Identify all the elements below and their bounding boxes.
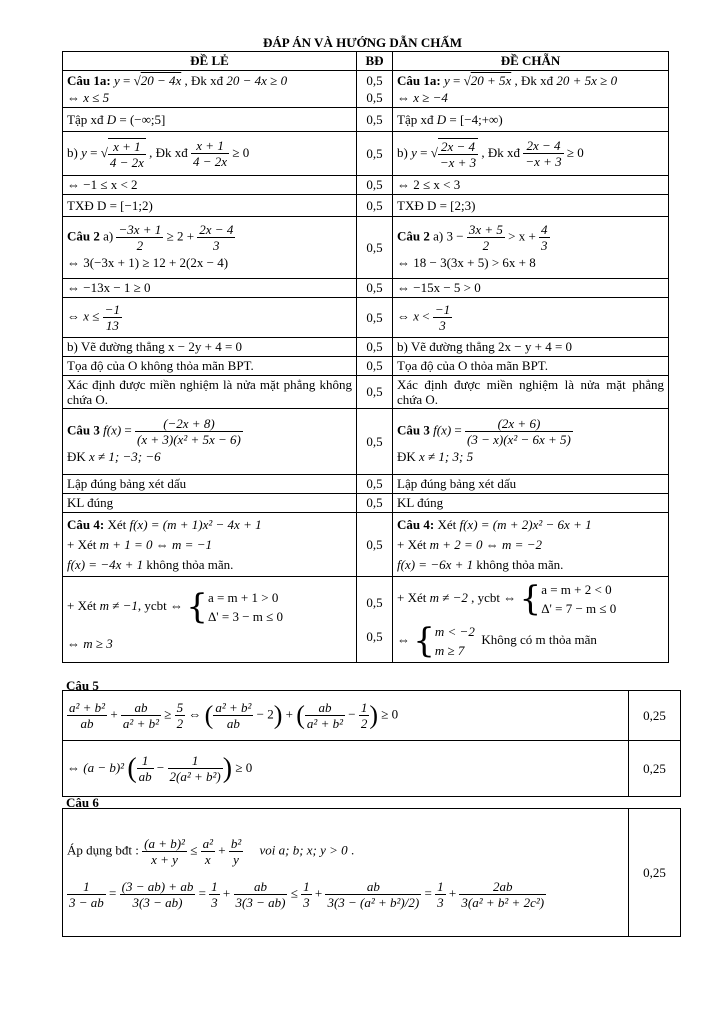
header-points: BĐ: [357, 52, 393, 71]
row-left: Lập đúng bảng xét dấu: [63, 475, 357, 494]
q6-points: 0,25: [629, 809, 681, 937]
row-left: ⇔ −13x − 1 ≥ 0: [63, 279, 357, 298]
row-points: 0,5: [357, 195, 393, 217]
table-row: [63, 475, 669, 494]
table-row: [63, 376, 669, 409]
table-row: [63, 409, 669, 475]
table-row: [63, 691, 681, 741]
q6-body: Áp dụng bđt : $\frac{\text{(a + b)²}}{x + y}$ ≤ $\frac{\text{a²}}{x}$ + $\frac{\text{b²}}{y}$ voi a; b; x; y > 0 . $\frac{1}{3 - ab}$ = $\frac{(3 - ab) + ab}{3(3 - ab)}$ = $\frac{1}{3}$ + $\frac{ab}{3(3 - ab)}$ ≤ $\frac{1}{3}$ + $\frac{ab}{\text{3(3 − (a² + b²)/2)}}$ = $\frac{1}{3}$ + $\frac{2ab}{\text{3(a² + b² + 2c²)}}$: [63, 809, 629, 937]
table-row: [63, 513, 669, 577]
row-points: 0,5: [357, 298, 393, 338]
row-left: Câu 1a: y = √20 − 4x , Đk xđ 20 − 4x ≥ 0 ⇔ x ≤ 5: [63, 71, 357, 108]
row-points: 0,5: [357, 338, 393, 357]
table-row: [63, 132, 669, 176]
table-row: [63, 176, 669, 195]
q5-label: Câu 5: [66, 678, 99, 693]
row-right: Tọa độ của O thỏa mãn BPT.: [393, 357, 669, 376]
row-right: ⇔ −15x − 5 > 0: [393, 279, 669, 298]
row-points: 0,5: [357, 279, 393, 298]
row-left: KL đúng: [63, 494, 357, 513]
table-row: [63, 577, 669, 663]
row-points: 0,5: [357, 494, 393, 513]
row-right: ⇔ 2 ≤ x < 3: [393, 176, 669, 195]
table-row: [63, 108, 669, 132]
q5-table: [62, 690, 681, 797]
row-right: b) y = √ $\frac{2x - 4}{-x + 3}$ , Đk xđ $\frac{2x - 4}{-x + 3}$ ≥ 0: [393, 132, 669, 176]
row-right: KL đúng: [393, 494, 669, 513]
row-points: 0,5: [357, 376, 393, 409]
table-header-row: [63, 52, 669, 71]
row-right: Câu 3 f(x) = $\frac{(2x + 6)}{\text{(3 − x)(x² − 6x + 5)}}$ ĐK x ≠ 1; 3; 5: [393, 409, 669, 475]
row-points: 0,5: [357, 409, 393, 475]
table-row: [63, 809, 681, 937]
row-left: Tọa độ của O không thỏa mãn BPT.: [63, 357, 357, 376]
q6-table: [62, 808, 681, 937]
row-right: b) Vẽ đường thẳng 2x − y + 4 = 0: [393, 338, 669, 357]
table-row: [63, 71, 669, 108]
page-title: ĐÁP ÁN VÀ HƯỚNG DẪN CHẤM: [263, 35, 462, 50]
row-points: 0,5 0,5: [357, 577, 393, 663]
q5-points-1: 0,25: [629, 691, 681, 741]
row-right: + Xét m ≠ −2 , ycbt ⇔ {a = m + 2 < 0 Δ' = 7 − m ≤ 0 ⇔ {m < −2 m ≥ 7 Không có m thỏa mãn: [393, 577, 669, 663]
row-right: Tập xđ D = [−4;+∞): [393, 108, 669, 132]
table-row: [63, 298, 669, 338]
table-row: [63, 357, 669, 376]
table-row: [63, 217, 669, 279]
table-row: [63, 195, 669, 217]
row-left: Tập xđ D = (−∞;5]: [63, 108, 357, 132]
row-left: ⇔ −1 ≤ x < 2: [63, 176, 357, 195]
row-points: 0,5: [357, 513, 393, 577]
q6-label: Câu 6: [66, 795, 99, 810]
row-points: 0,5: [357, 357, 393, 376]
row-points: 0,5: [357, 176, 393, 195]
row-left: Câu 4: Xét f(x) = (m + 1)x² − 4x + 1 + Xét m + 1 = 0 ⇔ m = −1 f(x) = −4x + 1 không thỏa mãn.: [63, 513, 357, 577]
q5-points-2: 0,25: [629, 741, 681, 797]
row-left: Xác định được miền nghiệm là nửa mặt phẳng không chứa O.: [63, 376, 357, 409]
q5-line-2: ⇔ (a − b)² ( $\frac{1}{ab}$ − $\frac{1}{\text{2(a² + b²)}}$ ) ≥ 0: [63, 741, 629, 797]
row-left: b) y = √ $\frac{x + 1}{4 - 2x}$ , Đk xđ $\frac{x + 1}{4 - 2x}$ ≥ 0: [63, 132, 357, 176]
row-points: 0,5: [357, 132, 393, 176]
table-row: [63, 494, 669, 513]
row-right: TXĐ D = [2;3): [393, 195, 669, 217]
row-points: 0,5: [357, 217, 393, 279]
row-left: b) Vẽ đường thẳng x − 2y + 4 = 0: [63, 338, 357, 357]
row-right: ⇔ x < $\frac{-1}{3}$: [393, 298, 669, 338]
header-even: ĐỀ CHẴN: [393, 52, 669, 71]
header-odd: ĐỀ LẺ: [63, 52, 357, 71]
table-row: [63, 338, 669, 357]
row-left: Câu 2 a) $\frac{-3x + 1}{2}$ ≥ 2 + $\frac{2x - 4}{3}$ ⇔ 3(−3x + 1) ≥ 12 + 2(2x − 4): [63, 217, 357, 279]
row-right: Xác định được miền nghiệm là nửa mặt phẳng chứa O.: [393, 376, 669, 409]
table-row: [63, 279, 669, 298]
row-left: TXĐ D = [−1;2): [63, 195, 357, 217]
q5-line-1: $\frac{\text{a² + b²}}{ab}$ + $\frac{ab}{\text{a² + b²}}$ ≥ $\frac{5}{2}$ ⇔ ( $\frac{\text{a² + b²}}{ab}$ − 2) + ( $\frac{ab}{\text{a² + b²}}$ − $\frac{1}{2}$ ) ≥ 0: [63, 691, 629, 741]
row-right: Lập đúng bảng xét dấu: [393, 475, 669, 494]
row-left: Câu 3 f(x) = $\frac{(-2x + 8)}{\text{(x + 3)(x² + 5x − 6)}}$ ĐK x ≠ 1; −3; −6: [63, 409, 357, 475]
row-left: + Xét m ≠ −1, ycbt ⇔ {a = m + 1 > 0 Δ' = 3 − m ≤ 0 ⇔ m ≥ 3: [63, 577, 357, 663]
row-points: 0,5: [357, 475, 393, 494]
row-points: 0,5 0,5: [357, 71, 393, 108]
row-right: Câu 4: Xét f(x) = (m + 2)x² − 6x + 1 + Xét m + 2 = 0 ⇔ m = −2 f(x) = −6x + 1 không thỏa mãn.: [393, 513, 669, 577]
row-right: Câu 1a: y = √20 + 5x , Đk xđ 20 + 5x ≥ 0 ⇔ x ≥ −4: [393, 71, 669, 108]
table-row: [63, 741, 681, 797]
answer-table: [62, 51, 669, 663]
row-left: ⇔ x ≤ $\frac{-1}{13}$: [63, 298, 357, 338]
row-points: 0,5: [357, 108, 393, 132]
row-right: Câu 2 a) 3 − $\frac{3x + 5}{2}$ > x + $\frac{4}{3}$ ⇔ 18 − 3(3x + 5) > 6x + 8: [393, 217, 669, 279]
